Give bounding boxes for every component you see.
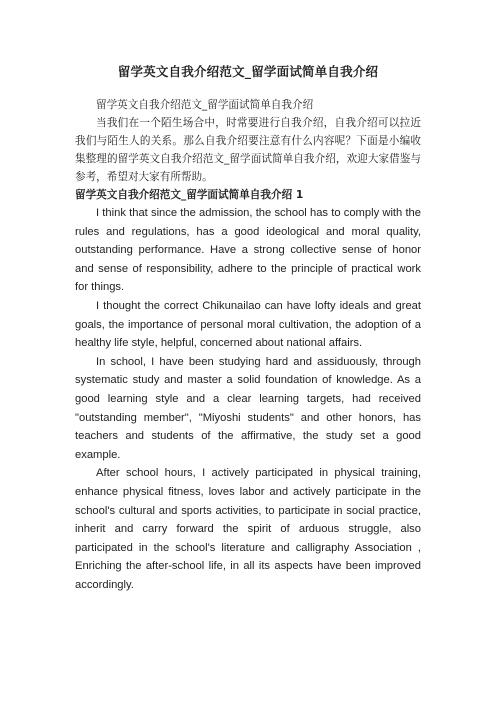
section-heading: 留学英文自我介绍范文_留学面试简单自我介绍 1 (75, 189, 304, 201)
document-title: 留学英文自我介绍范文_留学面试简单自我介绍 (117, 64, 379, 79)
intro-paragraph: 当我们在一个陌生场合中，时常要进行自我介绍，自我介绍可以拉近我们与陌生人的关系。那么自我介绍要注意有什么内容呢？下面是小编收集整理的留学英文自我介绍范文_留学面试简单自我介绍，欢迎大家借鉴与参考，希望对大家有所帮助。 (75, 117, 421, 183)
body-paragraph-1: I think that since the admission, the school has to comply with the rules and regulations, has a good ideological and moral quality, outstanding performance. Have a strong collective sense of honor and sense of responsibility, adhere to the principle of practical work for things. (75, 207, 421, 294)
repeated-title: 留学英文自我介绍范文_留学面试简单自我介绍 (96, 99, 314, 111)
body-paragraph-3: In school, I have been studying hard and assiduously, through systematic study and master a solid foundation of knowledge. As a good learning style and a clear learning targets, had received "outstanding member", "Miyoshi students" and other honors, has teachers and students of the affirmative, the study set a good example. (75, 355, 421, 461)
document-body (75, 63, 421, 594)
body-paragraph-4: After school hours, I actively participated in physical training, enhance physical fitness, loves labor and actively participate in the school's cultural and sports activities, to participate in social practice, inherit and carry forward the spirit of arduous struggle, also participated in the school's literature and calligraphy Association , Enriching the after-school life, in all its aspects have been improved accordingly. (75, 467, 421, 591)
body-paragraph-2: I thought the correct Chikunailao can have lofty ideals and great goals, the importance of personal moral cultivation, the adoption of a healthy life style, helpful, concerned about national affairs. (75, 299, 421, 350)
